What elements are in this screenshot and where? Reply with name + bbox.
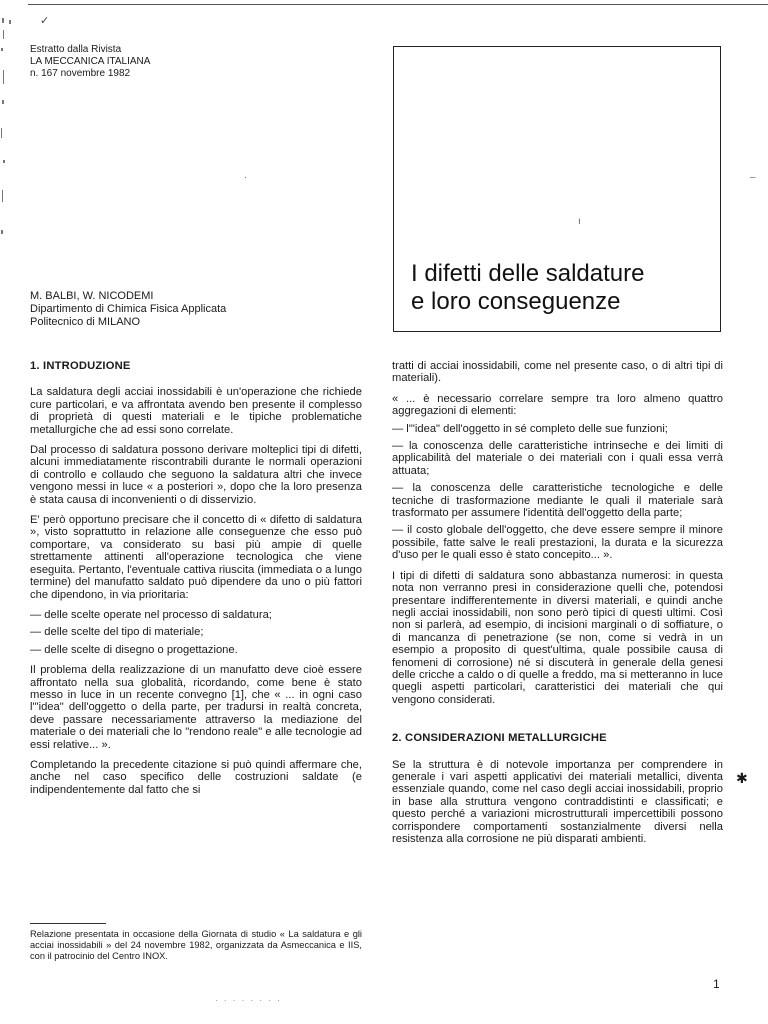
masthead-line: Estratto dalla Rivista (30, 44, 122, 55)
page-number: 1 (713, 977, 720, 991)
author-department: Dipartimento di Chimica Fisica Applicata (30, 303, 227, 315)
footnote-rule (30, 923, 106, 924)
paragraph: La saldatura degli acciai inossidabili è un'operazione che richiede cure particolari, e va affrontata avendo ben presente il complesso di proprietà di questi materiali e le tipiche problematiche metallurgiche che ad essi sono correlate. (30, 386, 362, 436)
ink-blot: ✱ (736, 770, 748, 786)
scan-speck: · (244, 172, 248, 183)
paragraph: E' però opportuno precisare che il concetto di « difetto di saldatura », visto soprattutto in relazione alle conseguenze che esso può comportare, va considerato su basi più ampie di quelle strettamente attinenti all'operazione tecnologica che viene eseguita. Pertanto, l'eventuale cattiva riuscita (immediata o a lungo termine) del manufatto saldato può dipendere da uno o più fattori che dipendono, in via prioritaria: (30, 514, 362, 601)
masthead-issue: n. 167 novembre 1982 (30, 68, 131, 79)
footnote: Relazione presentata in occasione della Giornata di studio « La saldatura e gli acciai inossidabili » del 24 novembre 1982, organizzata da Asmeccanica e IIS, con il patrocinio del Centro INOX. (30, 929, 362, 961)
quote-item: — l'"idea" dell'oggetto in sé completo delle sue funzioni; (392, 422, 668, 435)
paragraph: tratti di acciai inossidabili, come nel presente caso, o di altri tipi di materiali). (392, 360, 723, 385)
paragraph: « ... è necessario correlare sempre tra loro almeno quattro aggregazioni di elementi: (392, 392, 723, 418)
list-item: — delle scelte operate nel processo di saldatura; (30, 608, 272, 621)
author-institution: Politecnico di MILANO (30, 316, 141, 328)
section-heading-introduction: 1. INTRODUZIONE (30, 360, 131, 372)
left-column (30, 360, 362, 804)
list-item: — delle scelte del tipo di materiale; (30, 626, 204, 639)
quote-item: — la conoscenza delle caratteristiche tecnologiche e delle tecniche di trasformazione mediante le quali il materiale sarà trasformato per assumere l'identità dell'oggetto della parte; (392, 482, 723, 520)
scan-mark-glyph: ✓ (40, 15, 50, 27)
paragraph: Il problema della realizzazione di un manufatto deve cioè essere affrontato nella sua globalità, ricordando, come bene è stato messo in luce in un recente convegno [1], che « ... in ogni caso l'"idea" dell'oggetto o della parte, per tradursi in realtà concreta, deve passare necessariamente attraverso la mediazione del materiale o dei materiali che lo "rendono reale" e alle tecnologie ad essi relative... ». (30, 664, 362, 751)
section-heading-metallurgical: 2. CONSIDERAZIONI METALLURGICHE (392, 732, 607, 745)
quote-item: — il costo globale dell'oggetto, che deve essere sempre il minore possibile, fatte salve le reali prestazioni, la durata e la sicurezza d'uso per le quali esso è stato concepito... ». (392, 524, 723, 562)
paragraph: Se la struttura è di notevole importanza per comprendere in generale i vari aspetti applicativi dei materiali metallici, diventa essenziale quando, come nel caso degli acciai inossidabili, proprio in base alla struttura vengono contraddistinti e classificati; e questo perché a variazioni microstrutturali impercettibili possono corrispondere comportamenti sostanzialmente diversi nella resistenza alla corrosione ne più disparati ambienti. (392, 758, 723, 845)
author-names: M. BALBI, W. NICODEMI (30, 290, 154, 302)
article-title-line-2: e loro conseguenze (411, 288, 621, 315)
paragraph: Completando la precedente citazione si può quindi affermare che, anche nel caso specifico delle costruzioni saldate (e indipendentemente dal fatto che si (30, 758, 362, 796)
paragraph: Dal processo di saldatura possono derivare molteplici tipi di difetti, alcuni immediatamente riscontrabili durante le normali operazioni di controllo e collaudo che seguono la saldatura altri che invece vengono messi in luce « a posteriori », dopo che la loro presenza è stata causa di inconvenienti o di disservizio. (30, 444, 362, 506)
article-title (411, 260, 644, 316)
quote-item: — la conoscenza delle caratteristiche intrinseche e dei limiti di applicabilità del materiale o dei materiali con i quali essa verrà attuata; (392, 440, 723, 477)
paragraph: I tipi di difetti di saldatura sono abbastanza numerosi: in questa nota non verranno presi in considerazione quelli che, potendosi presentare indifferentemente in diversi materiali, e quindi anche negli acciai inossidabili, non sono però tipici di questi ultimi. Così non si parlerà, ad esempio, di incisioni marginali o di soffiature, o di mancanza di penetrazione (se non, come si vedrà in un esempio a proposito di quest'ultima, quale possibile causa di fenomeni di corrosione) né si discuterà in generale della genesi delle cricche a caldo o di quelle a freddo, ma si metteranno in luce quegli aspetti particolari, caratteristici dei materiali che qui vengono considerati. (392, 569, 723, 706)
scan-bottom-dots: · · · · · · · · (215, 996, 282, 1005)
right-column (392, 360, 723, 853)
title-box (393, 46, 721, 332)
scan-speck: ı (578, 216, 581, 227)
scan-speck: – (750, 172, 756, 183)
list-item: — delle scelte di disegno o progettazione. (30, 643, 238, 656)
journal-masthead (30, 44, 150, 80)
author-block (30, 290, 226, 329)
masthead-journal-name: LA MECCANICA ITALIANA (30, 56, 151, 67)
scan-edge-specks (0, 0, 22, 280)
article-title-line-1: I difetti delle saldature (411, 260, 645, 287)
top-border-line (28, 4, 768, 5)
